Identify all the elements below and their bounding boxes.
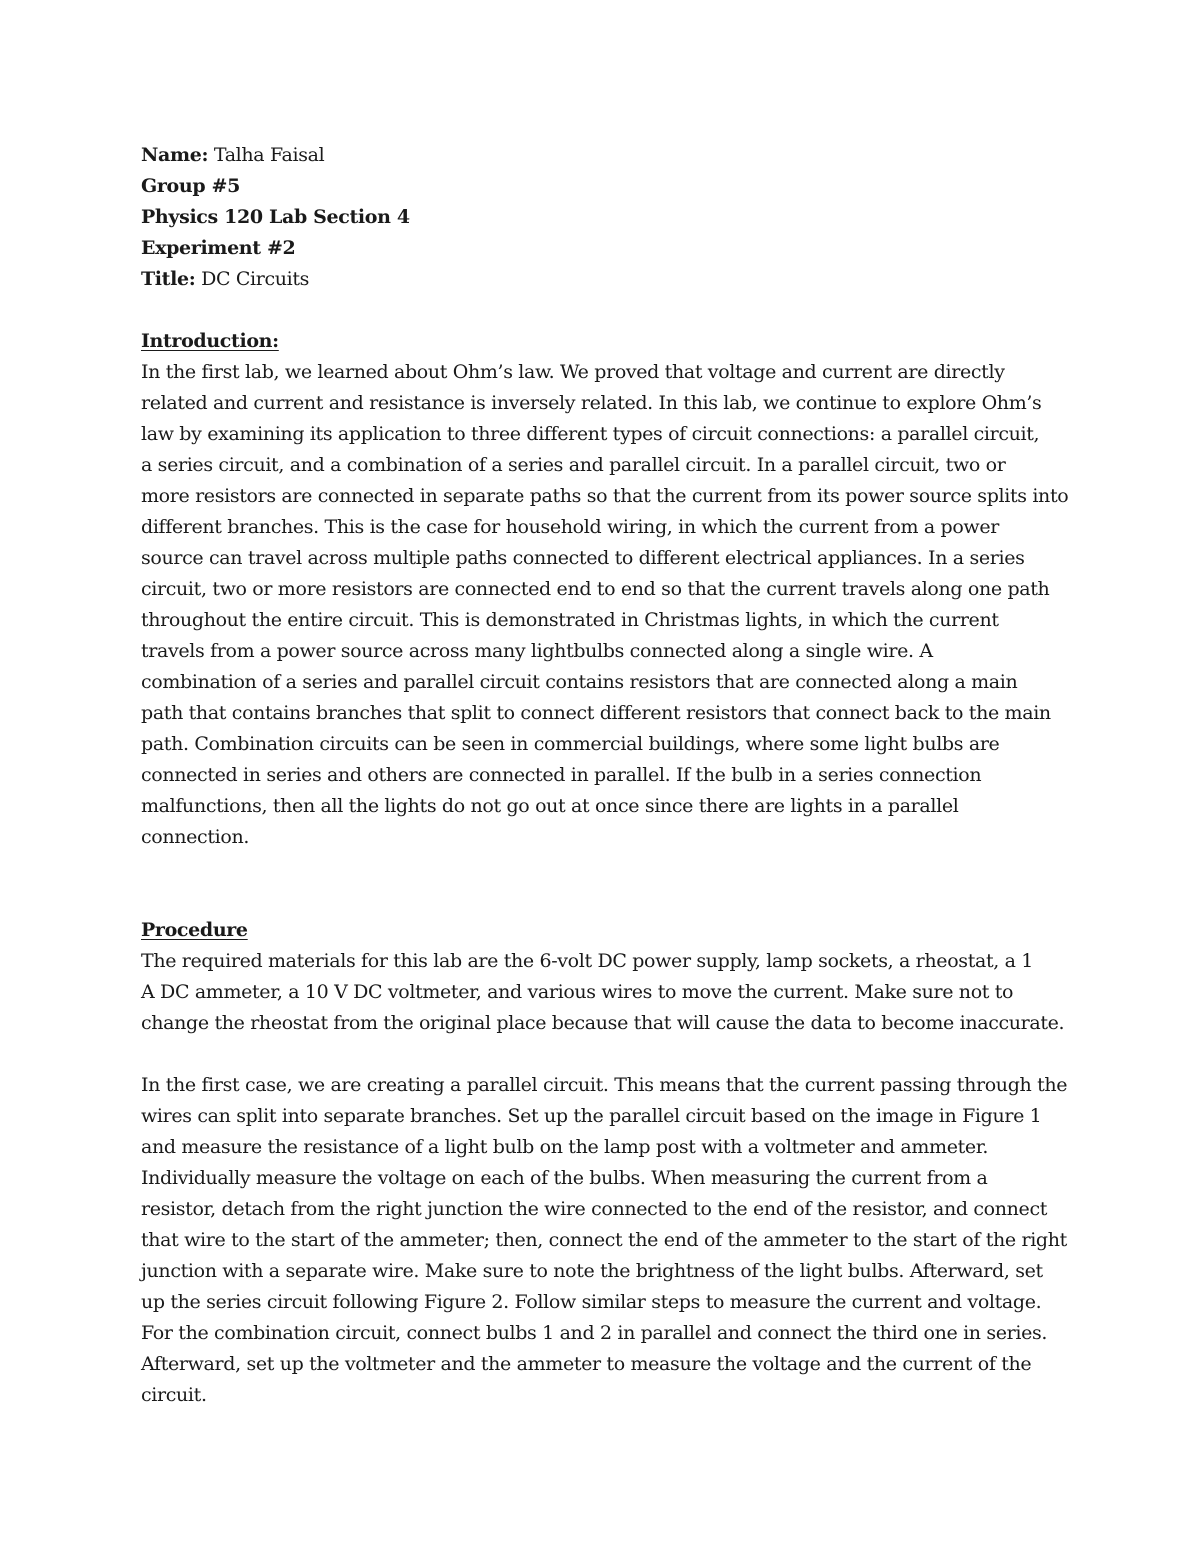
introduction-line: connected in series and others are connected in parallel. If the bulb in a series connection <box>141 764 982 786</box>
experiment-line: Experiment #2 <box>141 237 296 259</box>
procedure-line: and measure the resistance of a light bulb on the lamp post with a voltmeter and ammeter. <box>141 1136 989 1158</box>
procedure-line: For the combination circuit, connect bulbs 1 and 2 in parallel and connect the third one in series. <box>141 1322 1048 1344</box>
introduction-line: a series circuit, and a combination of a series and parallel circuit. In a parallel circuit, two or <box>141 454 1006 476</box>
introduction-line: path. Combination circuits can be seen in commercial buildings, where some light bulbs are <box>141 733 1000 755</box>
procedure-line: Afterward, set up the voltmeter and the ammeter to measure the voltage and the current of the <box>141 1353 1032 1375</box>
procedure-paragraph-2 <box>141 1070 1066 1411</box>
procedure-line: The required materials for this lab are the 6-volt DC power supply, lamp sockets, a rheostat, a 1 <box>141 950 1034 972</box>
introduction-line: throughout the entire circuit. This is demonstrated in Christmas lights, in which the current <box>141 609 999 631</box>
title-value: DC Circuits <box>201 268 310 290</box>
title-line <box>141 264 1066 295</box>
introduction-paragraph <box>141 357 1069 853</box>
procedure-line: Individually measure the voltage on each of the bulbs. When measuring the current from a <box>141 1167 988 1189</box>
procedure-line: circuit. <box>141 1384 207 1406</box>
introduction-line: In the first lab, we learned about Ohm’s law. We proved that voltage and current are directly <box>141 361 1005 383</box>
group-line: Group #5 <box>141 175 240 197</box>
name-value: Talha Faisal <box>213 144 325 166</box>
procedure-line: In the first case, we are creating a parallel circuit. This means that the current passing through the <box>141 1074 1068 1096</box>
procedure-line: resistor, detach from the right junction the wire connected to the end of the resistor, and connect <box>141 1198 1048 1220</box>
introduction-line: source can travel across multiple paths connected to different electrical appliances. In a series <box>141 547 1025 569</box>
name-label: Name: <box>141 144 209 166</box>
introduction-line: different branches. This is the case for household wiring, in which the current from a power <box>141 516 999 538</box>
title-label: Title: <box>141 268 196 290</box>
introduction-line: combination of a series and parallel circuit contains resistors that are connected along a main <box>141 671 1018 693</box>
introduction-line: path that contains branches that split to connect different resistors that connect back to the main <box>141 702 1051 724</box>
introduction-line: malfunctions, then all the lights do not go out at once since there are lights in a parallel <box>141 795 959 817</box>
document-page <box>141 140 1069 1411</box>
procedure-line: that wire to the start of the ammeter; then, connect the end of the ammeter to the start of the right <box>141 1229 1067 1251</box>
procedure-line: wires can split into separate branches. Set up the parallel circuit based on the image in Figure 1 <box>141 1105 1042 1127</box>
course-line: Physics 120 Lab Section 4 <box>141 206 410 228</box>
procedure-line: change the rheostat from the original place because that will cause the data to become inaccurate. <box>141 1012 1065 1034</box>
procedure-heading: Procedure <box>141 919 248 941</box>
procedure-paragraph-1 <box>141 946 1066 1039</box>
introduction-line: related and current and resistance is inversely related. In this lab, we continue to explore Ohm’s <box>141 392 1042 414</box>
name-line <box>141 140 1066 171</box>
introduction-line: circuit, two or more resistors are connected end to end so that the current travels along one path <box>141 578 1050 600</box>
introduction-line: law by examining its application to three different types of circuit connections: a parallel circuit, <box>141 423 1040 445</box>
procedure-line: junction with a separate wire. Make sure to note the brightness of the light bulbs. Afterward, set <box>141 1260 1043 1282</box>
procedure-line: A DC ammeter, a 10 V DC voltmeter, and various wires to move the current. Make sure not to <box>141 981 1014 1003</box>
introduction-line: connection. <box>141 826 250 848</box>
procedure-line: up the series circuit following Figure 2. Follow similar steps to measure the current and voltage. <box>141 1291 1042 1313</box>
introduction-heading: Introduction: <box>141 330 279 352</box>
introduction-line: travels from a power source across many lightbulbs connected along a single wire. A <box>141 640 933 662</box>
introduction-line: more resistors are connected in separate paths so that the current from its power source splits into <box>141 485 1069 507</box>
